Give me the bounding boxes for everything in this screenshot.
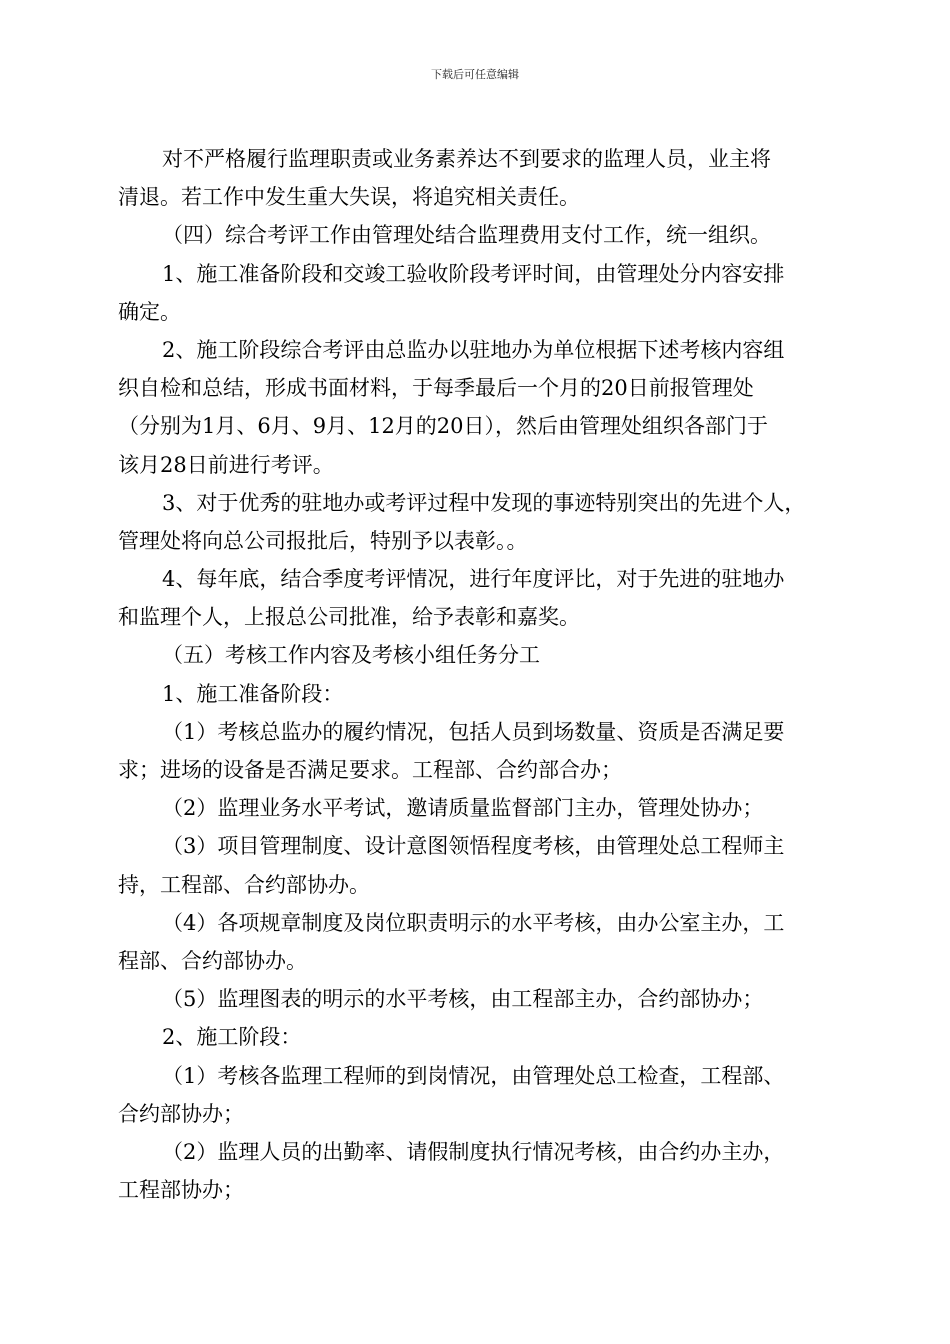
paragraph [118, 216, 836, 254]
paragraph-line: 管理处将向总公司报批后，特别予以表彰。。 [118, 528, 528, 553]
paragraph-line: 3、对于优秀的驻地办或考评过程中发现的事迹特别突出的先进个人， [162, 490, 806, 515]
paragraph [118, 980, 836, 1018]
subsection-heading [118, 1018, 836, 1056]
paragraph [118, 1133, 836, 1209]
paragraph [118, 1057, 836, 1133]
page-header: 下载后可任意编辑 [431, 68, 519, 81]
paragraph-line: 工程部协办； [118, 1178, 244, 1203]
paragraph [118, 713, 836, 789]
paragraph-line: 清退。若工作中发生重大失误，将追究相关责任。 [118, 185, 580, 210]
paragraph [118, 484, 836, 560]
paragraph [118, 140, 836, 216]
paragraph-line: 程部、合约部协办。 [118, 948, 307, 973]
section-heading [118, 636, 836, 674]
paragraph-line: （2）监理人员的出勤率、请假制度执行情况考核，由合约办主办， [162, 1139, 785, 1164]
subsection-heading [118, 675, 836, 713]
paragraph-line: 织自检和总结，形成书面材料，于每季最后一个月的20日前报管理处 [118, 376, 754, 401]
paragraph-line: 持，工程部、合约部协办。 [118, 872, 370, 897]
paragraph-line: 1、施工准备阶段： [162, 681, 344, 706]
paragraph [118, 560, 836, 636]
paragraph-line: 4、每年底，结合季度考评情况，进行年度评比，对于先进的驻地办 [162, 567, 785, 592]
paragraph [118, 827, 836, 903]
paragraph-line: （五）考核工作内容及考核小组任务分工 [162, 643, 540, 668]
paragraph-line: 1、施工准备阶段和交竣工验收阶段考评时间，由管理处分内容安排 [162, 261, 785, 286]
paragraph-line: （2）监理业务水平考试，邀请质量监督部门主办，管理处协办； [162, 796, 764, 821]
paragraph-line: （分别为1月、6月、9月、12月的20日），然后由管理处组织各部门于 [118, 414, 769, 439]
paragraph-line: 和监理个人，上报总公司批准，给予表彰和嘉奖。 [118, 605, 580, 630]
paragraph [118, 331, 836, 484]
paragraph-line: 该月28日前进行考评。 [118, 452, 334, 477]
paragraph-line: 对不严格履行监理职责或业务素养达不到要求的监理人员，业主将 [162, 147, 771, 171]
paragraph-line: （1）考核总监办的履约情况，包括人员到场数量、资质是否满足要 [162, 719, 785, 744]
paragraph-line: （4）各项规章制度及岗位职责明示的水平考核，由办公室主办，工 [162, 910, 785, 935]
paragraph-line: 合约部协办； [118, 1101, 244, 1126]
paragraph [118, 789, 836, 827]
paragraph [118, 904, 836, 980]
paragraph-line: 2、施工阶段综合考评由总监办以驻地办为单位根据下述考核内容组 [162, 337, 785, 362]
paragraph-line: （四）综合考评工作由管理处结合监理费用支付工作，统一组织。 [162, 223, 771, 248]
paragraph-line: 求；进场的设备是否满足要求。工程部、合约部合办； [118, 758, 622, 782]
paragraph-line: （3）项目管理制度、设计意图领悟程度考核，由管理处总工程师主 [162, 834, 785, 859]
paragraph-line: 确定。 [118, 299, 181, 324]
document-body [118, 140, 836, 1209]
paragraph [118, 255, 836, 331]
paragraph-line: （1）考核各监理工程师的到岗情况，由管理处总工检查，工程部、 [162, 1063, 785, 1088]
paragraph-line: （5）监理图表的明示的水平考核，由工程部主办，合约部协办； [162, 987, 764, 1012]
paragraph-line: 2、施工阶段： [162, 1025, 302, 1050]
